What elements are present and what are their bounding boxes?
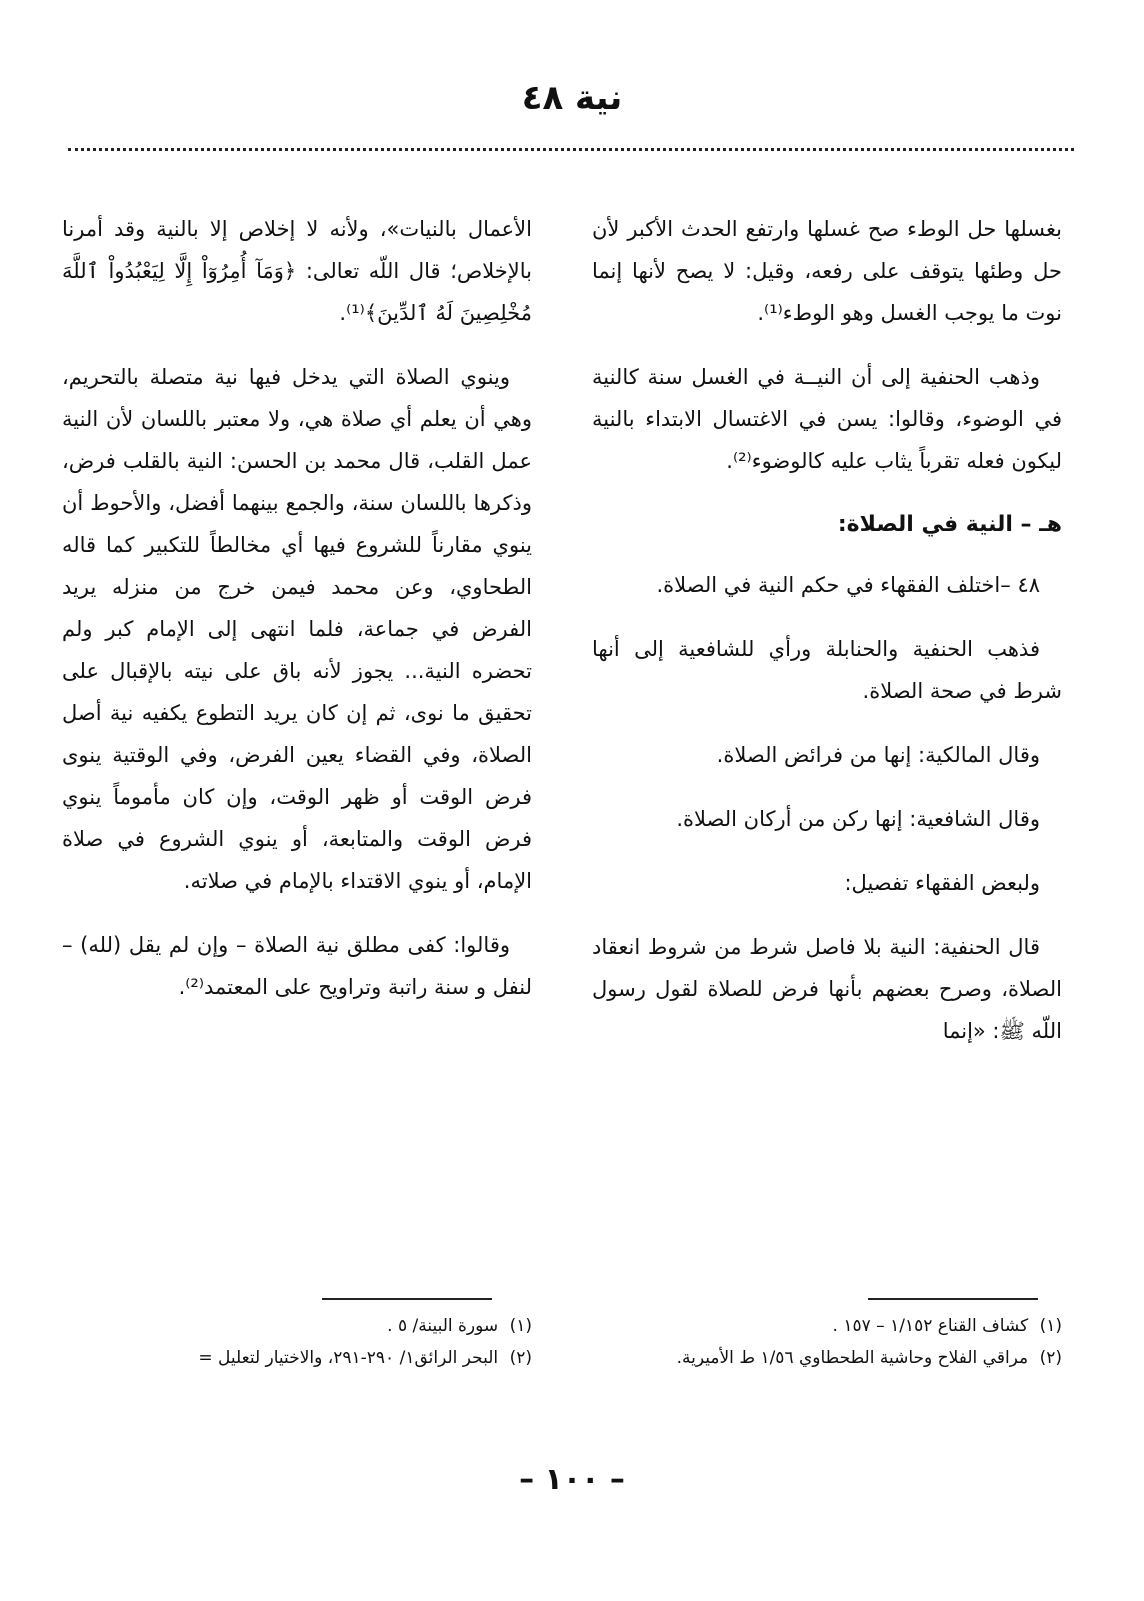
right-column [592,208,1062,1074]
footnote [592,1312,1062,1340]
paragraph: قال الحنفية: النية بلا فاصل شرط من شروط انعقاد الصلاة، وصرح بعضهم بأنها فرض للصلاة لقول رسول اللّه ﷺ: «إنما [592,935,1062,1043]
footnote-text: مراقي الفلاح وحاشية الطحطاوي ١/٥٦ ط الأميرية. [676,1348,1029,1368]
footnote-number: (١) [1039,1316,1062,1336]
page-number: – ١٠٠ – [519,1462,625,1497]
footnotes-left [62,1312,532,1376]
paragraph: وقال المالكية: إنها من فرائض الصلاة. [716,743,1040,767]
footnotes-right [592,1312,1062,1376]
footnote-number: (٢) [1039,1348,1062,1368]
paragraph: وينوي الصلاة التي يدخل فيها نية متصلة بالتحريم، وهي أن يعلم أي صلاة هي، ولا معتبر باللسان لأن النية عمل القلب، قال محمد بن الحسن: النية بالقلب فرض، وذكرها باللسان سنة، والجمع بينهما أفضل، والأحوط أن ينوي مقارناً للشروع فيها أي مخالطاً للتكبير كما قاله الطحاوي، وعن محمد فيمن خرج من منزله يريد الفرض في جماعة، فلما انتهى إلى الإمام كبر ولم تحضره النية... يجوز لأنه باق على نيته بالإقبال على تحقيق ما نوى، ثم إن كان يريد التطوع يكفيه نية أصل الصلاة، وفي القضاء يعين الفرض، وفي الوقتية ينوى فرض الوقت أو ظهر الوقت، وإن كان مأموماً ينوي فرض الوقت والمتابعة، أو ينوي الشروع في صلاة الإمام، أو ينوي الاقتداء بالإمام في صلاته. [62,365,532,893]
footnote-text: كشاف القناع ١/١٥٢ – ١٥٧ . [832,1316,1029,1336]
paragraph: بغسلها حل الوطء صح غسلها وارتفع الحدث الأكبر لأن حل وطئها يتوقف على رفعه، وقيل: لا يصح لأنها إنما نوت ما يوجب الغسل وهو الوطء⁽¹⁾. [592,217,1062,325]
section-heading: هـ – النية في الصلاة: [837,512,1062,537]
header-divider [68,148,1074,151]
paragraph: وذهب الحنفية إلى أن النيــة في الغسل سنة كالنية في الوضوء، وقالوا: يسن في الاغتسال الابتداء بالنية ليكون فعله تقرباً يثاب عليه كالوضوء⁽²⁾. [592,365,1062,473]
footnote-text: البحر الرائق١/ ٢٩٠-٢٩١، والاختيار لتعليل = [198,1348,499,1368]
footnote [62,1312,532,1340]
left-column [62,208,532,1030]
footnote-number: (١) [509,1316,532,1336]
footnote-divider [322,1298,492,1300]
page-title: نية ٤٨ [521,78,623,118]
footnote-text: سورة البينة/ ٥ . [387,1316,499,1336]
footnote [62,1344,532,1372]
footnote-divider [868,1298,1038,1300]
paragraph: الأعمال بالنيات»، ولأنه لا إخلاص إلا بالنية وقد أمرنا بالإخلاص؛ قال اللّه تعالى: ﴿وَمَآ أُمِرُوٓاْ إِلَّا لِيَعْبُدُواْ ٱللَّهَ مُخْلِصِينَ لَهُ ٱلدِّينَ﴾⁽¹⁾. [62,217,532,325]
paragraph: فذهب الحنفية والحنابلة ورأي للشافعية إلى أنها شرط في صحة الصلاة. [592,637,1062,703]
footnote-number: (٢) [509,1348,532,1368]
paragraph: ولبعض الفقهاء تفصيل: [844,871,1040,895]
paragraph: وقال الشافعية: إنها ركن من أركان الصلاة. [676,807,1040,831]
paragraph: ٤٨ –اختلف الفقهاء في حكم النية في الصلاة. [656,573,1040,597]
paragraph: وقالوا: كفى مطلق نية الصلاة – وإن لم يقل (لله) – لنفل و سنة راتبة وتراويح على المعتمد⁽²⁾. [62,933,532,999]
footnote [592,1344,1062,1372]
